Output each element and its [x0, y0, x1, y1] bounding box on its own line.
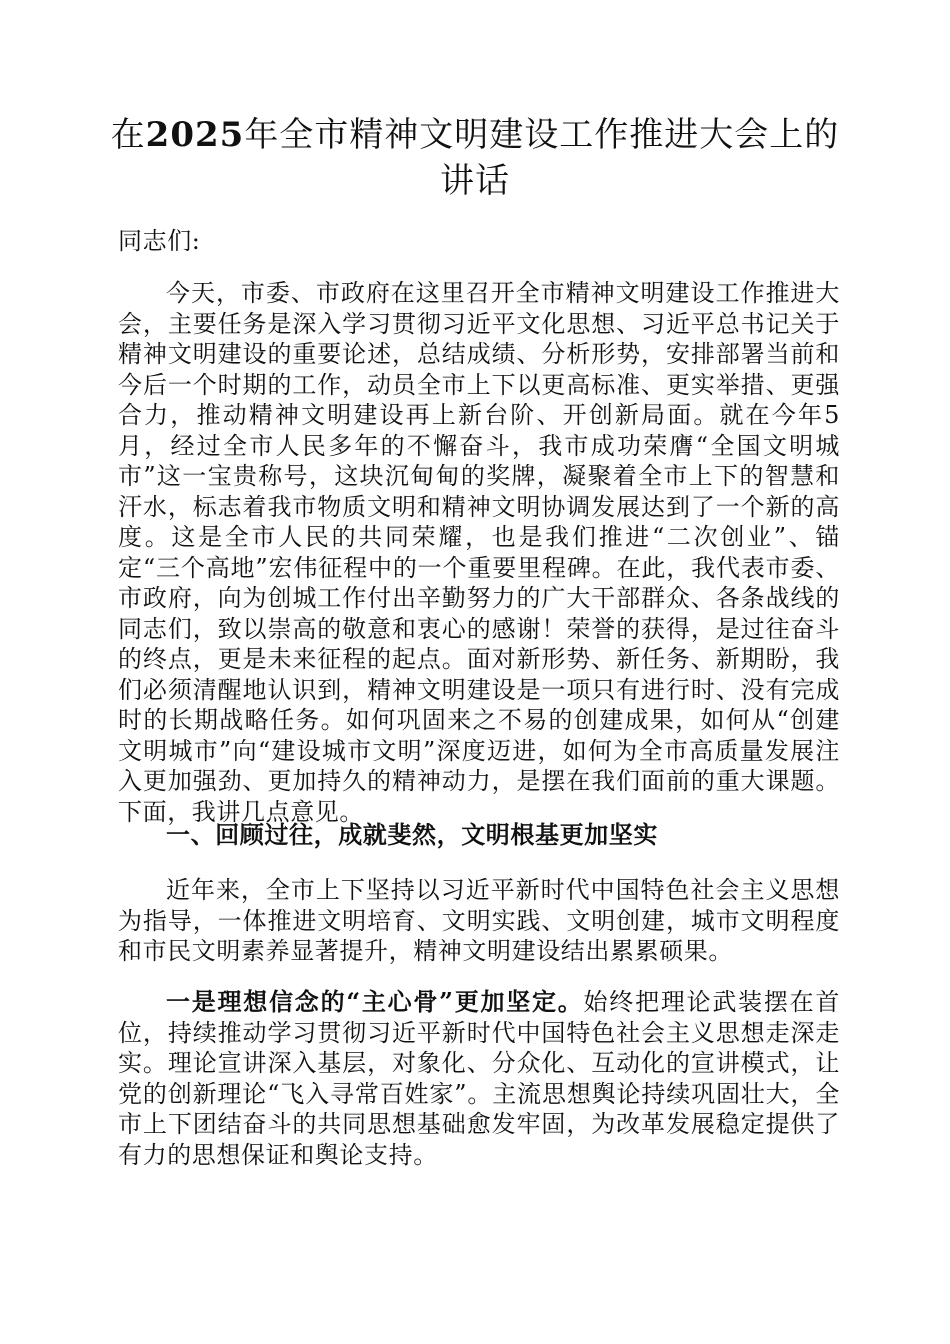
section-heading-1: 一、回顾过往，成就斐然，文明根基更加坚实 [166, 820, 658, 849]
paragraph-ideals-text: 始终把理论武装摆在首位，持续推动学习贯彻习近平新时代中国特色社会主义思想走深走实。理论宣讲深入基层，对象化、分众化、互动化的宣讲模式，让党的创新理论“飞入寻常百姓家”。主流思想舆论持续巩固壮大，全市上下团结奋斗的共同思想基础愈发牢固，为改革发展稳定提供了有力的思想保证和舆论支持。 [118, 988, 840, 1169]
paragraph-ideals [118, 987, 840, 1170]
paragraph-review: 近年来，全市上下坚持以习近平新时代中国特色社会主义思想为指导，一体推进文明培育、文明实践、文明创建，城市文明程度和市民文明素养显著提升，精神文明建设结出累累硕果。 [118, 876, 840, 965]
title-year: 2025 [145, 115, 245, 155]
title-suffix: 年全市精神文明建设工作推进大会上的讲话 [244, 115, 840, 201]
title-prefix: 在 [110, 115, 146, 155]
paragraph-intro: 今天，市委、市政府在这里召开全市精神文明建设工作推进大会，主要任务是深入学习贯彻习近平文化思想、习近平总书记关于精神文明建设的重要论述，总结成绩、分析形势，安排部署当前和今后一个时期的工作，动员全市上下以更高标准、更实举措、更强合力，推动精神文明建设再上新台阶、开创新局面。就在今年5月，经过全市人民多年的不懈奋斗，我市成功荣膺“全国文明城市”这一宝贵称号，这块沉甸甸的奖牌，凝聚着全市上下的智慧和汗水，标志着我市物质文明和精神文明协调发展达到了一个新的高度。这是全市人民的共同荣耀，也是我们推进“二次创业”、锚定“三个高地”宏伟征程中的一个重要里程碑。在此，我代表市委、市政府，向为创城工作付出辛勤努力的广大干部群众、各条战线的同志们，致以崇高的敬意和衷心的感谢！荣誉的获得，是过往奋斗的终点，更是未来征程的起点。面对新形势、新任务、新期盼，我们必须清醒地认识到，精神文明建设是一项只有进行时、没有完成时的长期战略任务。如何巩固来之不易的创建成果，如何从“创建文明城市”向“建设城市文明”深度迈进，如何为全市高质量发展注入更加强劲、更加持久的精神动力，是摆在我们面前的重大课题。下面，我讲几点意见。 [118, 279, 840, 826]
document-title [110, 112, 840, 204]
salutation: 同志们: [118, 227, 201, 255]
paragraph-ideals-lead: 一是理想信念的“主心骨”更加坚定。 [166, 987, 584, 1016]
